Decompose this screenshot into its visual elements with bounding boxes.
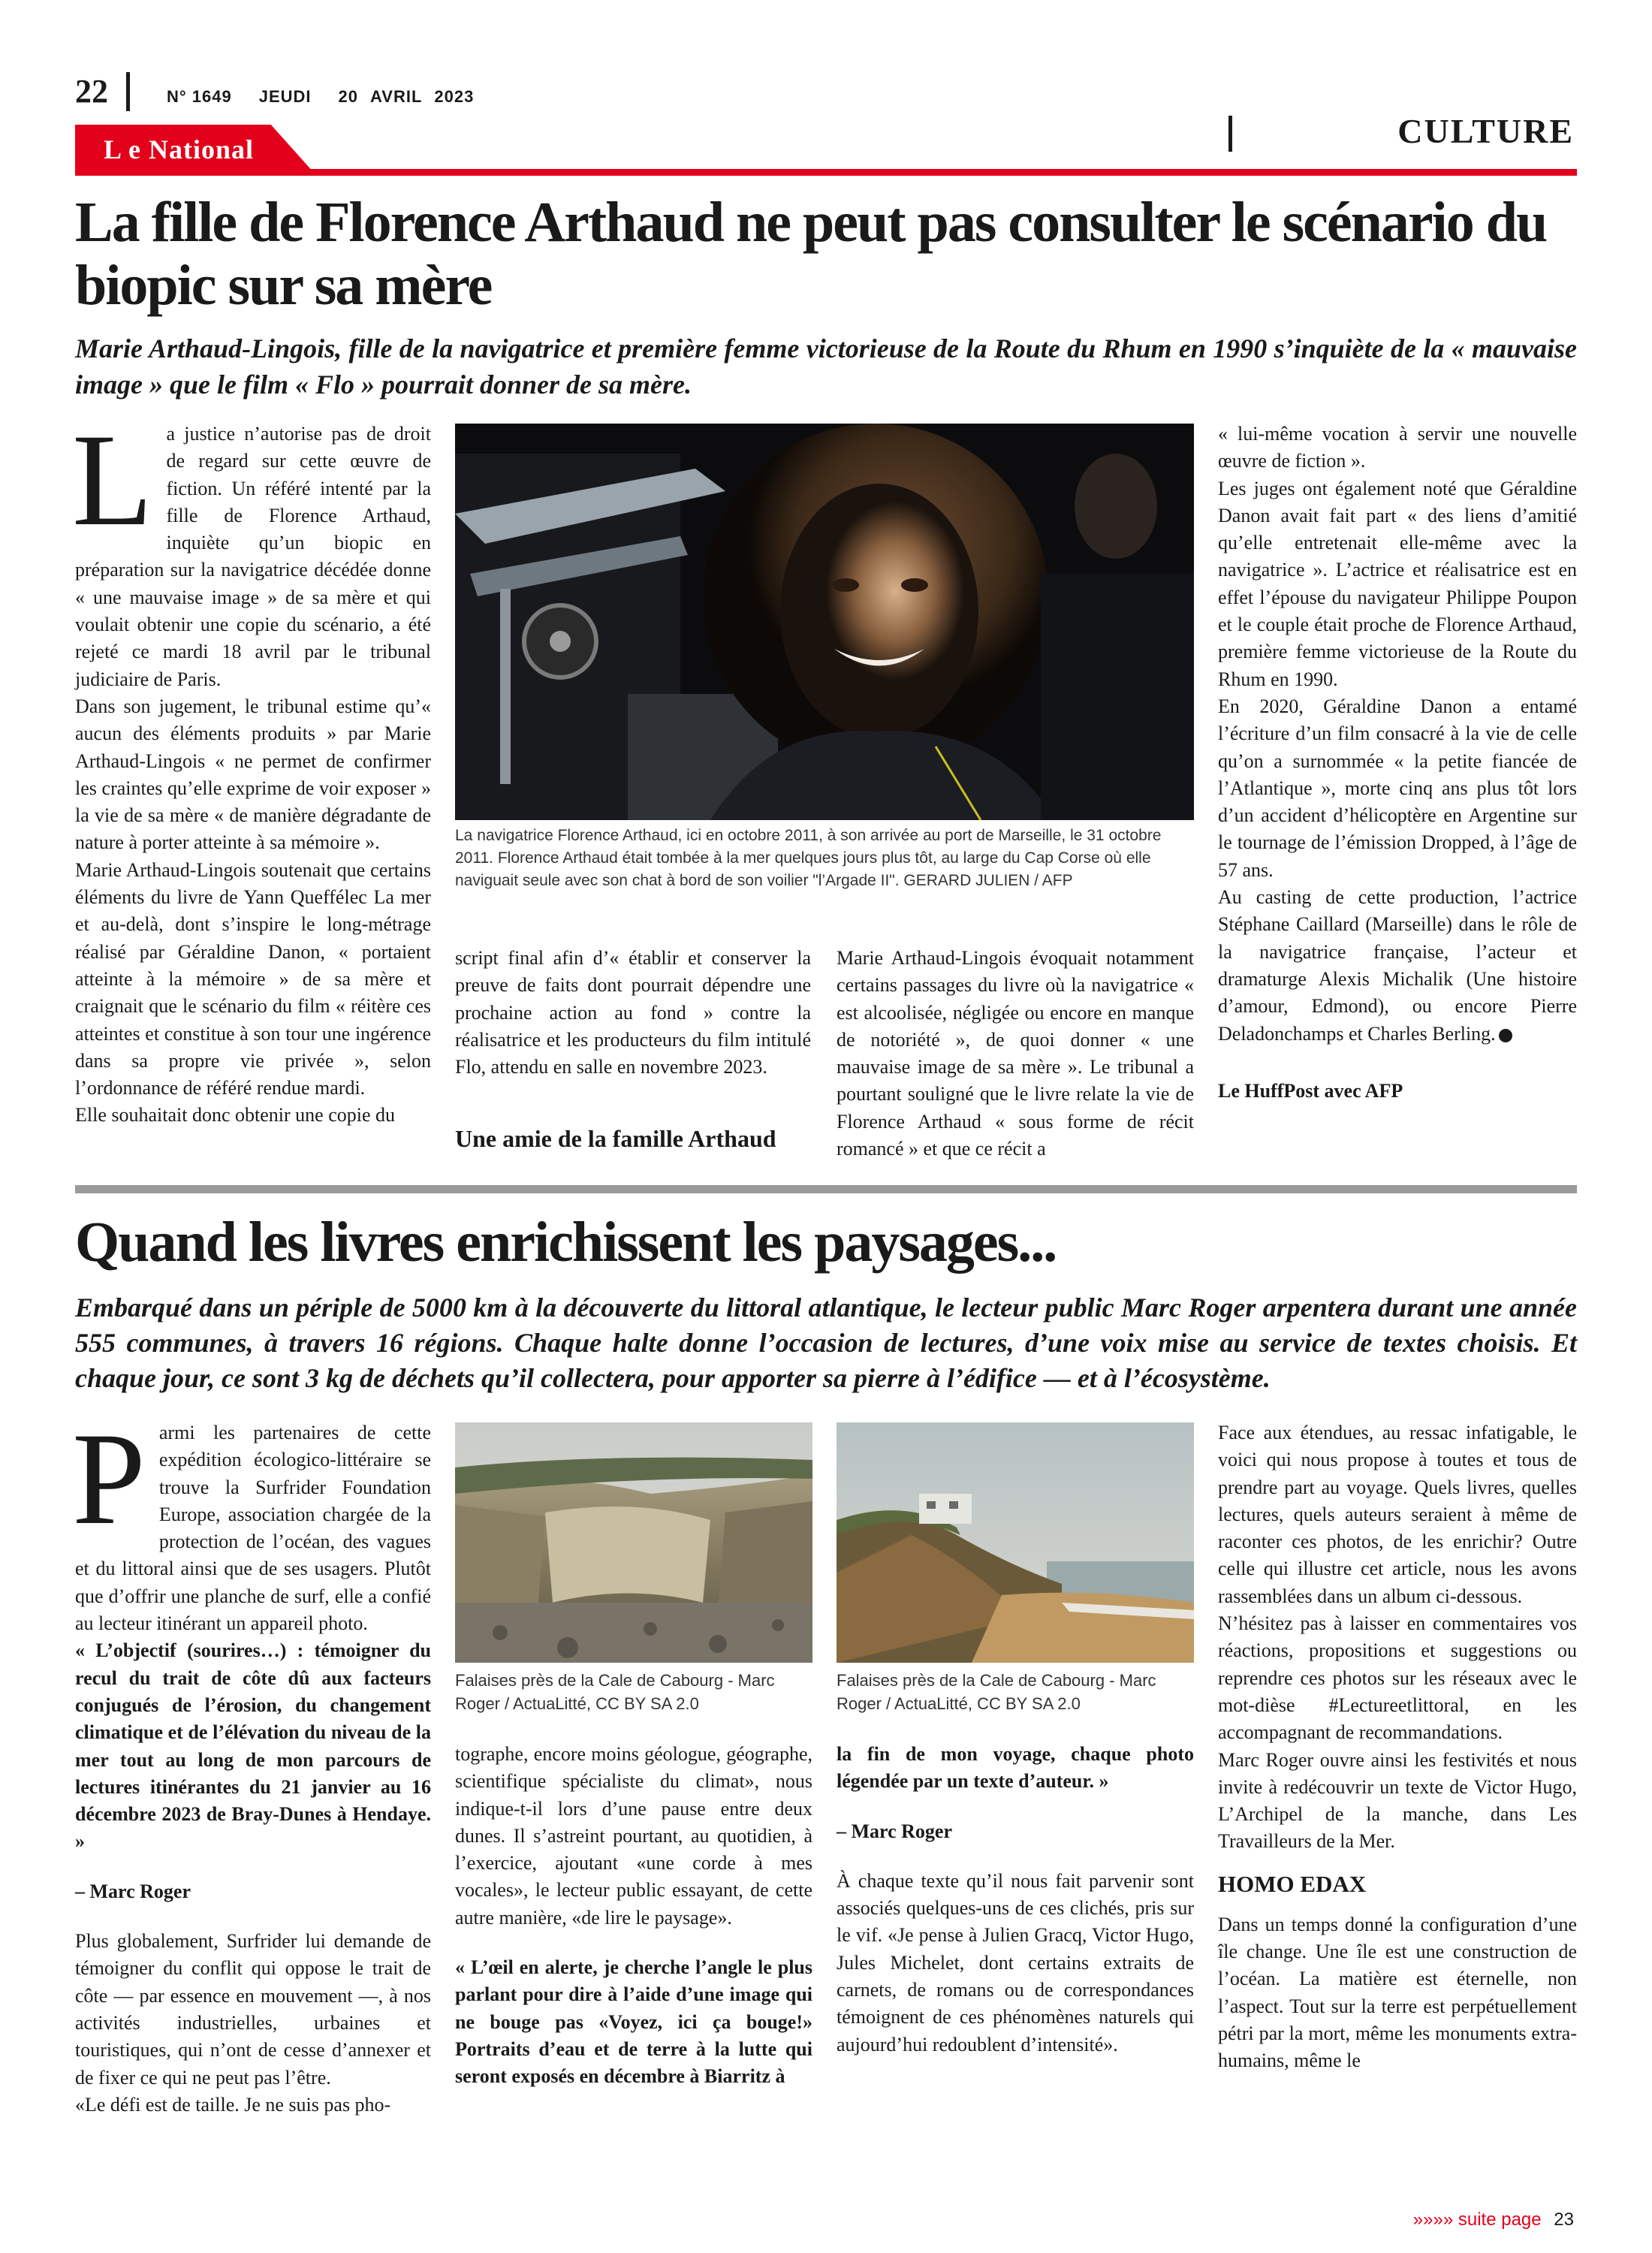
- suite-text: suite page: [1458, 2209, 1542, 2230]
- article1-column-3: [837, 945, 1194, 1163]
- article2-column-4: [1218, 1419, 1577, 2075]
- issue-day: JEUDI: [258, 87, 312, 106]
- article2-paragraph-2: Plus globalement, Surfrider lui demande de témoigner du conflit qui oppose le trait de côte — par essence en mouvement —, à nos activités industrielles, urbaines et touristiques, qui n’ont de cesse d’annexer et de fixer ce qui ne peut pas l’être.: [75, 1930, 431, 2089]
- article2-quote-1: « L’objectif (sourires…) : témoigner du recul du trait de côte dû aux facteurs conjugués de l’érosion, du changement climatique et de l’élévation du niveau de la mer tout au long de mon parcours de lectures itinérantes du 21 janvier au 16 décembre 2023 de Bray-Dunes à Hendaye. »: [75, 1639, 431, 1853]
- article1-column-1: [72, 407, 431, 1130]
- article1-dropcap: L: [72, 407, 153, 553]
- article2-paragraph-1-text: armi les partenaires de cette expédition écologico-littéraire se trouve la Surfrider Foundation Europe, association chargée de la protection de l’océan, des vagues et du littoral ainsi que de ses usagers. Plutôt que d’offrir une planche de surf, elle a confié au lecteur itinérant un appareil photo.: [75, 1422, 431, 1635]
- issue-year: 2023: [434, 87, 475, 106]
- spacer: [75, 1905, 431, 1928]
- article1-title: La fille de Florence Arthaud ne peut pas consulter le scénario du biopic sur sa mère: [75, 191, 1547, 317]
- page-number: 22: [75, 73, 108, 110]
- florence-arthaud-photo: [455, 424, 1194, 820]
- issue-line: [167, 87, 501, 107]
- article1-paragraph-10-text: Au casting de cette production, l’actrice Stéphane Caillard (Marseille) dans le rôle de la navigatrice française, l’acteur et dramaturge Alexis Michalik (Une histoire d’amour, Edmond), ou encore Pierre Deladonchamps et Charles Berling.: [1218, 886, 1577, 1045]
- article1-paragraph-9: En 2020, Géraldine Danon a entamé l’écriture d’un film consacré à la vie de celle qu’on a surnommée « la petite fiancée de l’Atlantique », morte cinq ans plus tôt lors d’un accident d’hélicoptère en Argentine sur le tournage de l’émission Dropped, à l’âge de 57 ans.: [1218, 695, 1577, 881]
- article2-title: Quand les livres enrichissent les paysages...: [75, 1211, 1057, 1274]
- article1-paragraph-1-text: a justice n’autorise pas de droit de regard sur cette œuvre de fiction. Un référé intenté par la fille de Florence Arthaud, inquiète qu’un biopic en préparation sur la navigatrice décédée donne « une mauvaise image » de sa mère et qui voulait obtenir une copie du scénario, a été rejeté ce mardi 18 avril par le tribunal judiciaire de Paris.: [75, 423, 431, 690]
- continued-on-link[interactable]: [1413, 2209, 1574, 2230]
- article2-paragraph-4: tographe, encore moins géologue, géographe, scientifique spécialiste du climat», nous indique-t-il lors d’une pause entre deux dunes. Il s’astreint pourtant, au quotidien, à l’exercice, ajoutant «une corde à mes vocales», le lecteur public essayant, de cette autre manière, «de lire le paysage».: [455, 1743, 812, 1929]
- article2-quote-1-signature: – Marc Roger: [75, 1880, 191, 1902]
- article2-paragraph-6: Face aux étendues, au ressac infatigable, le voici qui nous propose à toutes et tous de prendre part au voyage. Quels livres, quelles lectures, quels auteurs seraient à même de raconter ces photos, de les enrichir? Outre celle qui illustre cet article, nous les avons rassemblées dans un album ci-dessous.: [1218, 1422, 1577, 1607]
- article2-paragraph-1: [72, 1406, 431, 1637]
- article1-paragraph-4: Elle souhaitait donc obtenir une copie du: [75, 1104, 395, 1126]
- article2-column-1: [72, 1406, 431, 2119]
- article2-lead: Embarqué dans un périple de 5000 km à la découverte du littoral atlantique, le lecteur public Marc Roger arpentera durant une année 555 communes, à travers 16 régions. Chaque halte donne l’occasion de lectures, d’une voix mise au service de textes choisis. Et chaque jour, ce sont 3 kg de déchets qu’il collectera, pour apporter sa pierre à l’édifice — et à l’écosystème.: [75, 1292, 1577, 1393]
- article2-paragraph-8: Marc Roger ouvre ainsi les festivités et nous invite à redécouvrir un texte de Victor Hugo, L’Archipel de la manche, dans Les Travailleurs de la Mer.: [1218, 1748, 1577, 1853]
- masthead-logo: L e National: [104, 134, 255, 164]
- article1-paragraph-5: script final afin d’« établir et conserver la preuve de faits dont pourrait dépendre une prochaine action au fond » contre la réalisatrice et les producteurs du film intitulé Flo, attendu en salle en novembre 2023.: [455, 947, 811, 1078]
- photo-caption-2: Falaises près de la Cale de Cabourg - Marc Roger / ActuaLitté, CC BY SA 2.0: [837, 1671, 1156, 1713]
- article2-paragraph-7: N’hésitez pas à laisser en commentaires vos réactions, propositions et suggestions ou reprendre ces photos sur les réseaux avec le mot-dièse #Lectureetlittoral, en les accompagnant de recommandations.: [1218, 1612, 1577, 1744]
- article2-quote-2-signature: – Marc Roger: [837, 1820, 953, 1842]
- article1-paragraph-3: Marie Arthaud-Lingois soutenait que certains éléments du livre de Yann Queffélec La mer et au-delà, dont s’inspire le long-métrage réalisé par Géraldine Danon, « portaient atteinte à la mémoire » de sa mère et craignait que le scénario du film « réitère ces atteintes et constitue à son tour une ingérence dans sa propre vie privée », selon l’ordonnance de référé rendue mardi.: [75, 858, 431, 1099]
- article1-credit: Le HuffPost avec AFP: [1218, 1080, 1403, 1102]
- article2-paragraph-5: À chaque texte qu’il nous fait parvenir sont associés quelques-uns de ces clichés, pris sur le vif. «Je pense à Julien Gracq, Victor Hugo, Jules Michelet, dont certains extraits de carnets, de romans ou de correspondances témoignent de ces phénomènes naturels qui aujourd’hui redoublent d’intensité».: [837, 1869, 1194, 2055]
- header-rule: [75, 169, 1577, 176]
- suite-page-number: 23: [1554, 2209, 1574, 2230]
- spacer: [837, 1796, 1194, 1818]
- photo-caption: La navigatrice Florence Arthaud, ici en octobre 2011, à son arrivée au port de Marseille, le 31 octobre 2011. Florence Arthaud était tombée à la mer quelques jours plus tôt, au large du Cap Corse où elle naviguait seule avec son chat à bord de son voilier "l’Argade II". GERARD JULIEN / AFP: [455, 827, 1162, 889]
- article2-paragraph-3: «Le défi est de taille. Je ne suis pas pho-: [75, 2093, 391, 2116]
- suite-arrows: »»»»: [1412, 2209, 1454, 2230]
- article1-paragraph-8: Les juges ont également noté que Géraldine Danon avait fait part « des liens d’amitié qu’elle entretenait elle-même avec la navigatrice ». L’actrice et réalisatrice est en effet l’épouse du navigateur Philippe Poupon et le couple était proche de Florence Arthaud, première femme victorieuse de la Route du Rhum en 1990.: [1218, 477, 1577, 690]
- issue-date-day: 20: [338, 87, 359, 106]
- article2-dropcap: P: [72, 1406, 146, 1552]
- page-number-divider: [126, 72, 130, 111]
- issue-month: AVRIL: [370, 87, 423, 106]
- article-separator: [75, 1185, 1577, 1193]
- spacer: [75, 1856, 431, 1878]
- article2-paragraph-9: Dans un temps donné la configuration d’une île change. Une île est une construction de l’océan. La matière est éternelle, non l’aspect. Tout sur la terre est perpétuellement pétri par la mort, même les monuments extra-humains, même le: [1218, 1913, 1577, 2072]
- photo-caption-1: Falaises près de la Cale de Cabourg - Marc Roger / ActuaLitté, CC BY SA 2.0: [455, 1671, 775, 1713]
- cliff-photo-2: [837, 1422, 1194, 1663]
- article2-subheading: HOMO EDAX: [1218, 1870, 1367, 1897]
- article2-column-3: [837, 1741, 1194, 2058]
- article1-lead: Marie Arthaud-Lingois, fille de la navigatrice et première femme victorieuse de la Route du Rhum en 1990 s’inquiète de la « mauvaise image » que le film « Flo » pourrait donner de sa mère.: [75, 333, 1577, 400]
- spacer: [455, 1932, 812, 1954]
- article1-paragraph-2: Dans son jugement, le tribunal estime qu’« aucun des éléments produits » par Marie Arthaud-Lingois « ne permet de confirmer les craintes qu’elle exprime de voir exposer » la vie de sa mère « de manière dégradante de nature à porter atteinte à sa mémoire ».: [75, 695, 431, 854]
- article1-subheading: Une amie de la famille Arthaud: [455, 1125, 776, 1152]
- article1-paragraph-7: « lui-même vocation à servir une nouvelle œuvre de fiction ».: [1218, 423, 1577, 472]
- section-label: CULTURE: [1397, 112, 1574, 150]
- issue-number: N° 1649: [167, 87, 232, 106]
- cliff-photo-1: [455, 1422, 812, 1663]
- article1-column-2: [455, 945, 811, 1081]
- article1-column-4: [1218, 421, 1577, 1048]
- article2-quote-2: « L’œil en alerte, je cherche l’angle le plus parlant pour dire à l’aide d’une image qui ne bouge pas «Voyez, ici ça bouge!» Portraits d’eau et de terre à la lutte qui seront exposés en décembre à Biarritz à: [455, 1956, 812, 2088]
- article1-paragraph-6: Marie Arthaud-Lingois évoquait notamment certains passages du livre où la navigatrice « est alcoolisée, négligée ou encore en manque de notoriété », de quoi donner « une mauvaise image de sa mère ». Le tribunal a pourtant souligné que le livre relate la vie de Florence Arthaud « sous forme de récit romancé » et que ce récit a: [837, 947, 1194, 1160]
- end-of-article-icon: [1499, 1029, 1512, 1042]
- article1-paragraph-10: [1218, 884, 1577, 1048]
- section-divider: [1228, 116, 1232, 152]
- article2-column-2: [455, 1741, 812, 2091]
- spacer: [837, 1845, 1194, 1868]
- article1-paragraph-1: [72, 407, 431, 693]
- article2-quote-2-end: la fin de mon voyage, chaque photo légendée par un texte d’auteur. »: [837, 1743, 1194, 1793]
